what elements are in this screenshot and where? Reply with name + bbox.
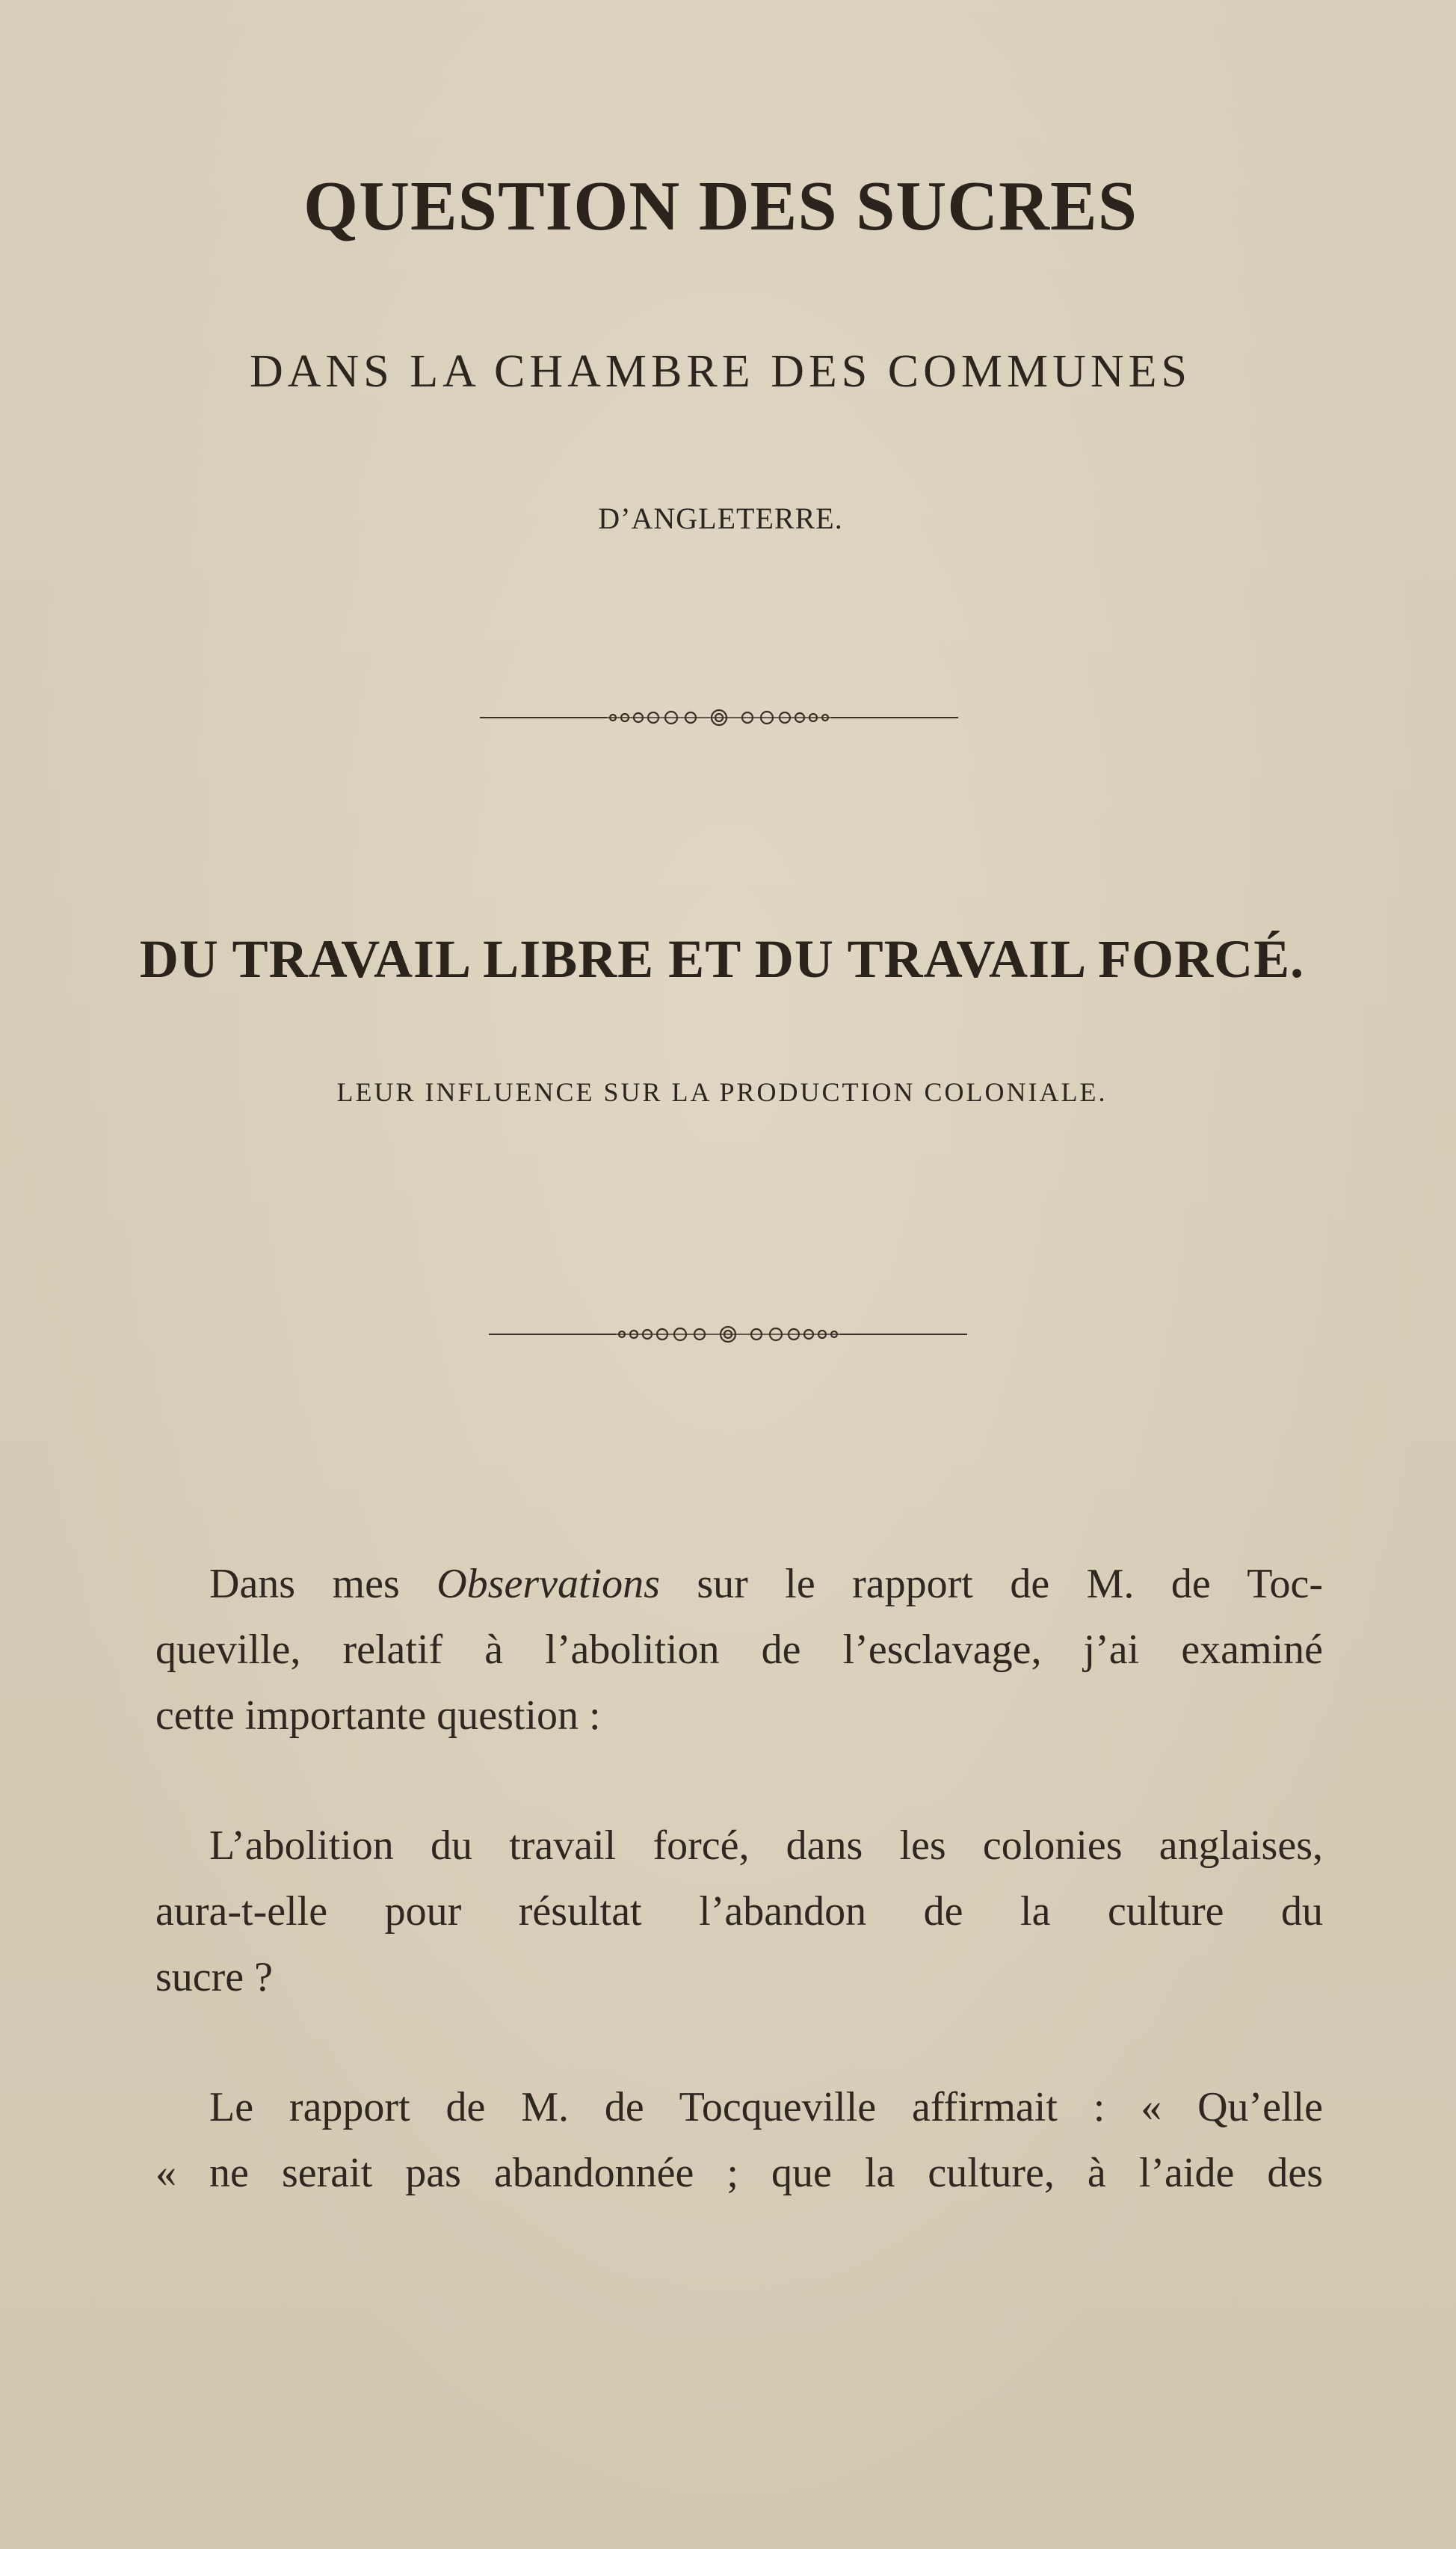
document-title: QUESTION DES SUCRES	[303, 167, 1138, 245]
ornament-rule-icon	[489, 1323, 967, 1346]
text-line: Le rapport de M. de Tocqueville affirmait : « Qu’elle	[209, 2084, 1323, 2130]
text-line: L’abolition du travail forcé, dans les colonies anglaises,	[209, 1822, 1323, 1869]
ornamental-divider-bottom	[0, 1323, 1456, 1346]
text-line: cette importante question :	[155, 1692, 601, 1739]
text-line: « ne serait pas abandonnée ; que la culture, à l’aide des	[155, 2150, 1323, 2196]
ornamental-divider-top	[0, 706, 1447, 729]
text-run-italic: Observations	[437, 1561, 660, 1607]
text-line: queville, relatif à l’abolition de l’esclavage, j’ai examiné	[155, 1627, 1323, 1673]
text-run: sur le rapport de M. de Toc-	[659, 1561, 1324, 1607]
paragraph	[155, 1551, 1323, 1748]
section-heading: DU TRAVAIL LIBRE ET DU TRAVAIL FORCÉ.	[139, 929, 1305, 989]
ornament-rule-icon	[480, 706, 958, 729]
paragraph	[155, 2074, 1323, 2206]
section-subheading: LEUR INFLUENCE SUR LA PRODUCTION COLONIALE.	[336, 1077, 1108, 1107]
text-run: Dans mes	[209, 1561, 437, 1607]
document-subtitle: DANS LA CHAMBRE DES COMMUNES	[249, 346, 1192, 397]
paragraph	[155, 1813, 1323, 2010]
text-line: sucre ?	[155, 1954, 274, 2000]
text-line: aura-t-elle pour résultat l’abandon de la culture du	[155, 1888, 1323, 1935]
text-line	[155, 1551, 1323, 1617]
document-subtitle-line-2: D’ANGLETERRE.	[598, 502, 843, 535]
